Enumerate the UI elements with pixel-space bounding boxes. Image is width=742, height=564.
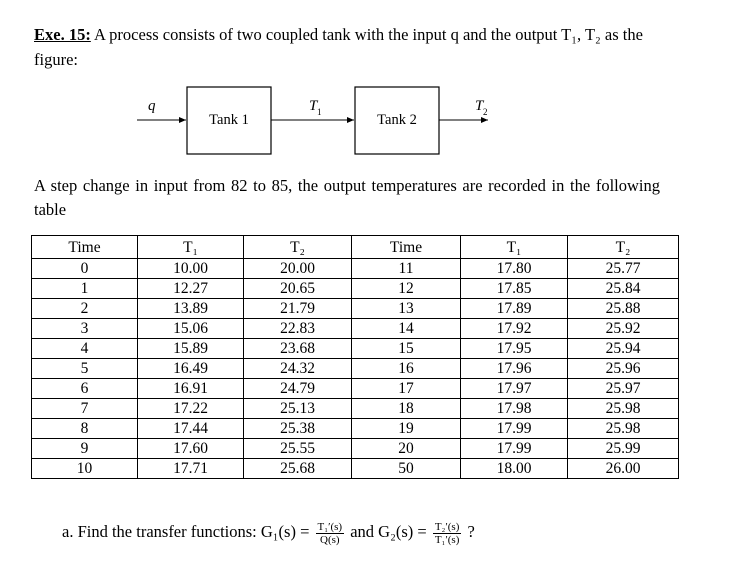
- cell-time-2: 17: [352, 379, 461, 399]
- cell-t2-2: 25.96: [568, 359, 679, 379]
- cell-t1: 10.00: [138, 259, 244, 279]
- col-t1: T₁: [138, 236, 244, 259]
- cell-t2: 25.38: [244, 419, 352, 439]
- cell-t2: 22.83: [244, 319, 352, 339]
- input-q-label: q: [148, 98, 156, 114]
- cropped-next-line: [62, 556, 622, 564]
- cell-time: 2: [32, 299, 138, 319]
- col-t1-2: T₁: [461, 236, 568, 259]
- table-header-row: [32, 236, 679, 259]
- cell-t2-2: 25.84: [568, 279, 679, 299]
- col-time: Time: [32, 236, 138, 259]
- cell-t1-2: 17.96: [461, 359, 568, 379]
- table-row: [32, 319, 679, 339]
- table-row: [32, 359, 679, 379]
- g1-numerator: T₁′(s): [317, 520, 343, 533]
- g2-fraction: [433, 521, 462, 546]
- cell-time: 1: [32, 279, 138, 299]
- cell-t1: 16.49: [138, 359, 244, 379]
- cell-t1-2: 17.92: [461, 319, 568, 339]
- cell-t1-2: 17.80: [461, 259, 568, 279]
- cell-time: 9: [32, 439, 138, 459]
- g1-denominator: Q(s): [320, 533, 340, 546]
- cell-t1-2: 17.95: [461, 339, 568, 359]
- cell-t2-2: 26.00: [568, 459, 679, 479]
- cell-t2-2: 25.98: [568, 419, 679, 439]
- exercise-label: Exe. 15:: [34, 25, 91, 44]
- cell-t1-2: 18.00: [461, 459, 568, 479]
- cell-t2-2: 25.92: [568, 319, 679, 339]
- table-row: [32, 419, 679, 439]
- cell-t2: 24.79: [244, 379, 352, 399]
- cell-t1-2: 17.99: [461, 419, 568, 439]
- tank1-label: Tank 1: [209, 112, 249, 128]
- g1-fraction: [316, 521, 345, 546]
- cell-t2: 24.32: [244, 359, 352, 379]
- cell-time-2: 18: [352, 399, 461, 419]
- g2-denominator: T₁′(s): [434, 533, 460, 546]
- cell-t2: 25.55: [244, 439, 352, 459]
- t1-subscript: 1: [317, 107, 322, 117]
- t1-label: T: [309, 98, 318, 114]
- cell-time-2: 12: [352, 279, 461, 299]
- cell-t1: 17.60: [138, 439, 244, 459]
- question-a-mid: and G₂(s) =: [346, 522, 427, 541]
- table-row: [32, 379, 679, 399]
- table-row: [32, 259, 679, 279]
- cell-time: 5: [32, 359, 138, 379]
- table-row: [32, 299, 679, 319]
- cell-t1: 17.22: [138, 399, 244, 419]
- question-a-prefix: a. Find the transfer functions: G₁(s) =: [62, 522, 310, 541]
- cell-time: 10: [32, 459, 138, 479]
- cell-t2-2: 25.94: [568, 339, 679, 359]
- cell-time-2: 19: [352, 419, 461, 439]
- temperature-table: [31, 235, 679, 479]
- cell-t2: 25.13: [244, 399, 352, 419]
- cell-time-2: 14: [352, 319, 461, 339]
- cell-t2: 23.68: [244, 339, 352, 359]
- cell-time-2: 11: [352, 259, 461, 279]
- cell-time-2: 13: [352, 299, 461, 319]
- cell-t1: 17.71: [138, 459, 244, 479]
- cell-time-2: 20: [352, 439, 461, 459]
- cell-time-2: 15: [352, 339, 461, 359]
- cell-t2: 21.79: [244, 299, 352, 319]
- coupled-tank-diagram: [0, 0, 742, 170]
- cell-t1: 16.91: [138, 379, 244, 399]
- exercise-text: A process consists of two coupled tank with the input q and the output T₁, T₂ as the figure:: [34, 25, 643, 69]
- cell-time: 8: [32, 419, 138, 439]
- col-time-2: Time: [352, 236, 461, 259]
- step-change-text: A step change in input from 82 to 85, the output temperatures are recorded in the following table: [34, 176, 660, 219]
- col-t2: T₂: [244, 236, 352, 259]
- cell-t1: 15.89: [138, 339, 244, 359]
- cell-t2-2: 25.99: [568, 439, 679, 459]
- table-row: [32, 279, 679, 299]
- cell-time: 7: [32, 399, 138, 419]
- cell-t1-2: 17.85: [461, 279, 568, 299]
- table-row: [32, 439, 679, 459]
- cell-t1: 15.06: [138, 319, 244, 339]
- cell-t1: 17.44: [138, 419, 244, 439]
- cell-t2: 20.65: [244, 279, 352, 299]
- cell-t2-2: 25.98: [568, 399, 679, 419]
- tank2-label: Tank 2: [377, 112, 417, 128]
- cell-time-2: 16: [352, 359, 461, 379]
- table-row: [32, 459, 679, 479]
- cell-t1-2: 17.97: [461, 379, 568, 399]
- cell-t2-2: 25.77: [568, 259, 679, 279]
- cell-time-2: 50: [352, 459, 461, 479]
- cell-t1-2: 17.89: [461, 299, 568, 319]
- cell-t1-2: 17.99: [461, 439, 568, 459]
- cell-time: 3: [32, 319, 138, 339]
- cell-t1: 13.89: [138, 299, 244, 319]
- question-a-suffix: ?: [463, 522, 475, 541]
- cell-t2-2: 25.97: [568, 379, 679, 399]
- table-row: [32, 399, 679, 419]
- cell-t1: 12.27: [138, 279, 244, 299]
- cell-t2: 20.00: [244, 259, 352, 279]
- cell-time: 6: [32, 379, 138, 399]
- cell-t1-2: 17.98: [461, 399, 568, 419]
- t2-subscript: 2: [483, 107, 488, 117]
- g2-numerator: T₂′(s): [434, 520, 460, 533]
- cell-t2-2: 25.88: [568, 299, 679, 319]
- cell-t2: 25.68: [244, 459, 352, 479]
- col-t2-2: T₂: [568, 236, 679, 259]
- cell-time: 4: [32, 339, 138, 359]
- question-a: [62, 520, 475, 546]
- table-row: [32, 339, 679, 359]
- cell-time: 0: [32, 259, 138, 279]
- t2-label: T: [475, 98, 484, 114]
